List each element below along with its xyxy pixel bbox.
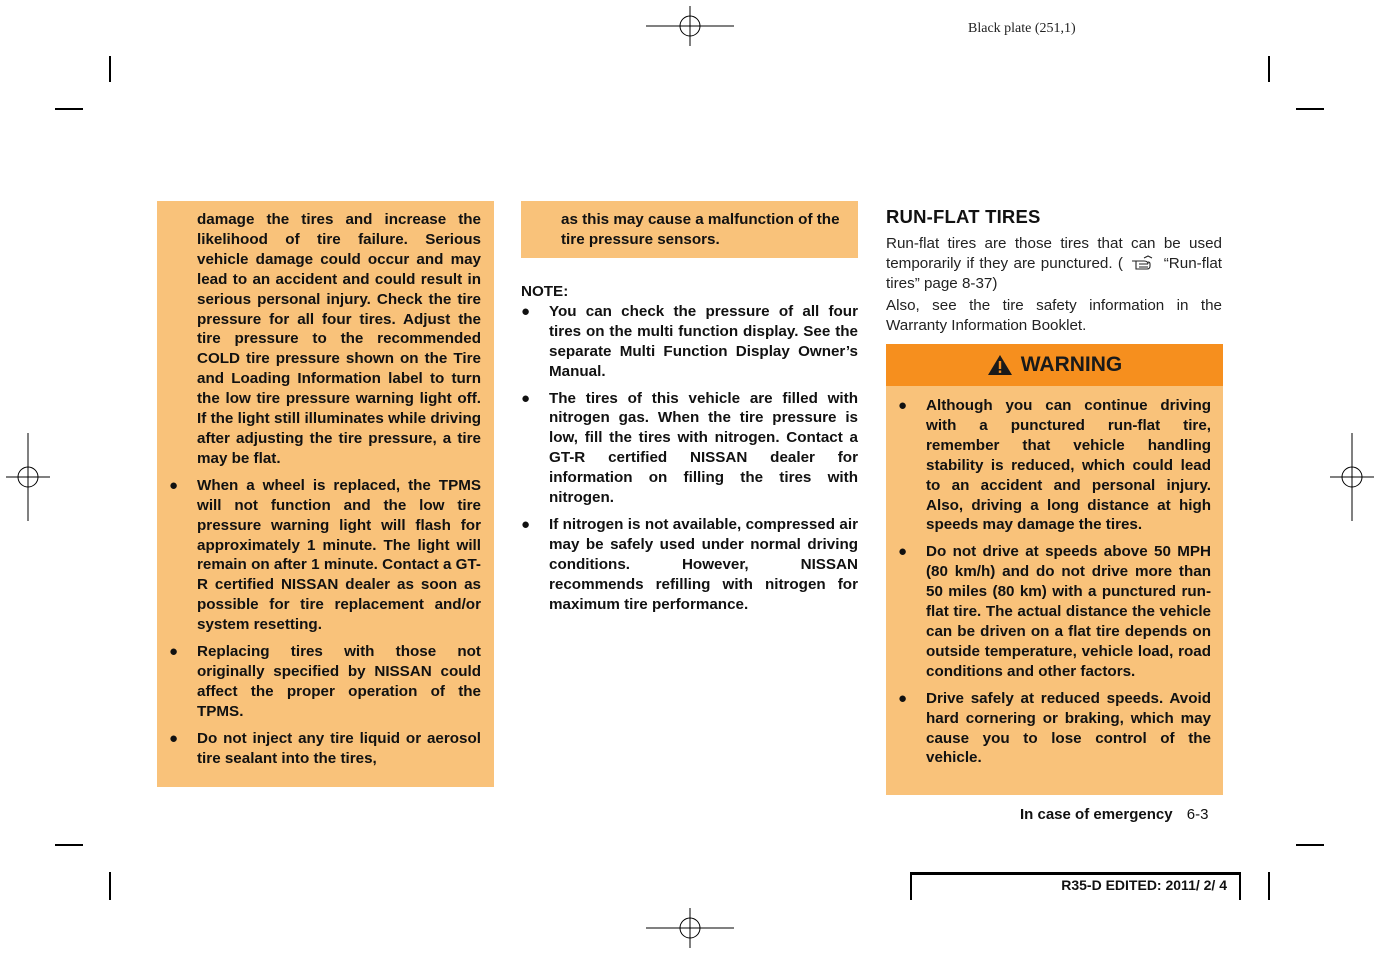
- list-item: [521, 515, 858, 615]
- section-paragraph-2: Also, see the tire safety information in the Warranty Information Booklet.: [886, 297, 1222, 334]
- bullet-icon: ●: [898, 543, 908, 561]
- list-item-text: Drive safely at reduced speeds. Avoid hard cornering or braking, which may cause you to lose control of the vehicle.: [926, 689, 1211, 767]
- caution-box-left: [157, 201, 494, 787]
- page-number: 6-3: [1186, 806, 1209, 823]
- registration-mark-icon: [646, 6, 734, 46]
- bullet-icon: ●: [898, 689, 908, 707]
- caution-continuation-text: as this may cause a malfunction of the tire pressure sensors.: [561, 211, 840, 248]
- registration-mark-icon: [6, 433, 50, 521]
- list-item-text: Replacing tires with those not originally specified by NISSAN could affect the proper operation of the TPMS.: [197, 643, 481, 720]
- list-item: [886, 542, 1223, 681]
- bullet-icon: ●: [521, 389, 531, 407]
- crop-mark: [1268, 872, 1270, 900]
- list-item-text: Do not drive at speeds above 50 MPH (80 km/h) and do not drive more than 50 miles (80 km) with a punctured run-flat tire. The actual distance the vehicle can be driven on a flat tire depends on outside temperature, vehicle load, road conditions and other factors.: [926, 543, 1211, 680]
- bullet-icon: ●: [898, 397, 908, 414]
- crop-mark: [1296, 844, 1324, 846]
- list-item: [886, 689, 1223, 769]
- list-item: [157, 729, 481, 769]
- edit-stamp: R35-D EDITED: 2011/ 2/ 4: [910, 872, 1241, 900]
- list-item: [157, 476, 481, 635]
- bullet-icon: ●: [521, 515, 531, 533]
- bullet-icon: ●: [169, 729, 179, 747]
- list-item-text: When a wheel is replaced, the TPMS will not function and the low tire pressure warning light will flash for approximately 1 minute. The light will remain on after 1 minute. Contact a GT-R certified NISSAN dealer as soon as possible for tire replacement and/or system resetting.: [197, 476, 481, 634]
- section-title: RUN-FLAT TIRES: [886, 206, 1041, 227]
- crop-mark: [1268, 56, 1270, 82]
- section-paragraph-text: Run-flat tires are those tires that can be used temporarily if they are punctured. (: [886, 235, 1222, 272]
- registration-mark-icon: [646, 908, 734, 948]
- list-item-text: Do not inject any tire liquid or aerosol tire sealant into the tires,: [197, 729, 481, 767]
- crop-mark: [1296, 108, 1324, 110]
- crop-mark: [109, 872, 111, 900]
- bullet-icon: ●: [169, 643, 179, 661]
- bullet-icon: ●: [169, 476, 179, 494]
- list-item-text: Although you can continue driving with a punctured run-flat tire, remember that vehicle handling stability is reduced, which could lead to an accident and personal injury. Also, driving a long distance at high speeds may damage the tires.: [926, 397, 1211, 534]
- caution-box-middle: [521, 201, 858, 258]
- list-item: [886, 396, 1223, 535]
- warning-triangle-icon: [987, 354, 1013, 376]
- note-section: [521, 282, 858, 622]
- crop-mark: [109, 56, 111, 82]
- page-footer: [1020, 806, 1208, 823]
- list-item-text: If nitrogen is not available, compressed air may be safely used under normal driving conditions. However, NISSAN recommends refilling with nitrogen for maximum tire performance.: [549, 515, 858, 613]
- warning-header: [886, 344, 1223, 386]
- warning-title: WARNING: [1020, 353, 1123, 376]
- page-reference-link[interactable]: “Run-flat tires” page 8-37): [886, 255, 1222, 292]
- section-paragraph: [886, 234, 1222, 294]
- bullet-icon: ●: [521, 302, 531, 320]
- warning-body: [886, 386, 1223, 795]
- list-item-text: The tires of this vehicle are filled with nitrogen gas. When the tire pressure is low, fill the tires with nitrogen. Contact a GT-R certified NISSAN dealer for information on filling the tires with nitrogen.: [549, 389, 858, 507]
- caution-intro-text: damage the tires and increase the likelihood of tire failure. Serious vehicle damage could occur and may lead to an accident and could result in serious personal injury. Check the tire pressure for all four tires. Adjust the tire pressure to the recommended COLD tire pressure shown on the Tire and Loading Information label to turn the low tire pressure warning light off. If the light still illuminates while driving after adjusting the tire pressure, a tire may be flat.: [197, 211, 481, 467]
- crop-mark: [55, 844, 83, 846]
- pointing-hand-icon: [1130, 255, 1156, 271]
- list-item: [521, 389, 858, 508]
- note-label: NOTE:: [521, 283, 569, 300]
- list-item: [157, 642, 481, 722]
- list-item-text: You can check the pressure of all four tires on the multi function display. See the separate Multi Function Display Owner’s Manual.: [549, 302, 858, 380]
- footer-section-label: In case of emergency: [1020, 806, 1173, 823]
- plate-label: Black plate (251,1): [968, 21, 1076, 36]
- crop-mark: [55, 108, 83, 110]
- registration-mark-icon: [1330, 433, 1374, 521]
- list-item: [521, 302, 858, 382]
